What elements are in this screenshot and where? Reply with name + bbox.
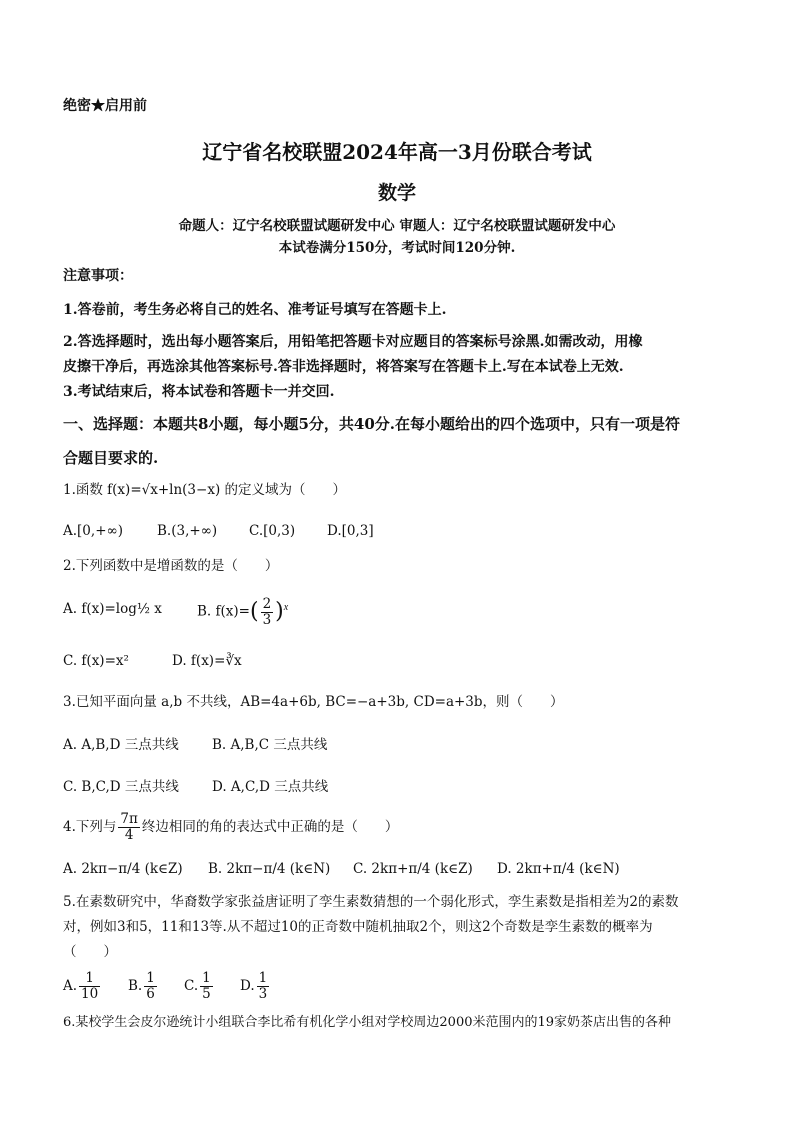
q2-b-denominator: 3 (262, 611, 272, 628)
q5-line2: 对，例如3和5，11和13等.从不超过10的正奇数中随机抽取2个，则这2个奇数是孪生素数的概率为 (63, 919, 653, 935)
q5-option-a (63, 966, 102, 1006)
q5-c-numerator: 1 (202, 970, 211, 987)
q5-c-label: C. (184, 978, 199, 994)
q2-option-a: A. f(x)=log½ x (63, 601, 162, 617)
q1-option-a: A.[0,+∞) (63, 523, 124, 539)
section1-line1: 一、选择题：本题共8小题，每小题5分，共40分.在每小题给出的四个选项中，只有一项是符 (63, 415, 680, 433)
q5-a-denominator: 10 (81, 986, 99, 1002)
q5-d-denominator: 3 (258, 986, 268, 1002)
q5-line3: （ ） (63, 944, 117, 960)
q5-b-denominator: 6 (146, 986, 155, 1002)
q2-b-exponent: x (283, 602, 289, 613)
q2-stem: 2.下列函数中是增函数的是（ ） (63, 558, 279, 574)
q3-option-c: C. B,C,D 三点共线 (63, 779, 179, 795)
q3-stem: 3.已知平面向量 a,b 不共线，AB=4a+6b, BC=−a+3b, CD=a+3b，则（ ） (63, 694, 564, 710)
q5-option-c (184, 966, 215, 1006)
exam-title: 辽宁省名校联盟2024年高一3月份联合考试 (202, 140, 592, 164)
exam-info: 本试卷满分150分，考试时间120分钟. (278, 240, 516, 256)
q2-option-c: C. f(x)=x² (63, 653, 129, 669)
q4-option-b: B. 2kπ−π/4 (k∈N) (208, 861, 331, 877)
q2-b-numerator: 2 (262, 595, 272, 612)
q4-frac-numerator: 7π (120, 811, 138, 828)
note-3: 3.考试结束后，将本试卷和答题卡一并交回. (63, 384, 335, 400)
q4-option-d: D. 2kπ+π/4 (k∈N) (497, 861, 620, 877)
q4-stem-suffix: 终边相同的角的表达式中正确的是（ ） (141, 819, 399, 835)
q1-option-d: D.[0,3] (327, 523, 374, 539)
q6-line1: 6.某校学生会皮尔逊统计小组联合李比希有机化学小组对学校周边2000米范围内的19家奶茶店出售的各种 (63, 1015, 672, 1030)
note-2-line2: 皮擦干净后，再选涂其他答案标号.答非选择题时，将答案写在答题卡上.写在本试卷上无效. (63, 359, 624, 375)
q2-option-d: D. f(x)=∛x (172, 653, 242, 669)
note-2-line1: 2.答选择题时，选出每小题答案后，用铅笔把答题卡对应题目的答案标号涂黑.如需改动，用橡 (63, 334, 643, 350)
q2-option-b-prefix: B. f(x)= (197, 603, 250, 620)
q4-frac-denominator: 4 (124, 827, 134, 843)
q5-b-label: B. (128, 978, 143, 994)
q5-option-d (240, 966, 271, 1006)
notes-heading: 注意事项： (63, 268, 133, 284)
q1-option-b: B.(3,+∞) (157, 523, 218, 539)
note-1: 1.答卷前，考生务必将自己的姓名、准考证号填写在答题卡上. (63, 302, 447, 318)
q3-option-d: D. A,C,D 三点共线 (212, 779, 329, 795)
secret-label: 绝密★启用前 (63, 98, 147, 114)
authors-line: 命题人：辽宁名校联盟试题研发中心 审题人：辽宁名校联盟试题研发中心 (178, 218, 616, 234)
q5-c-denominator: 5 (202, 986, 211, 1002)
q5-a-numerator: 1 (79, 971, 100, 987)
q5-line1: 5.在素数研究中，华裔数学家张益唐证明了孪生素数猜想的一个弱化形式，孪生素数是指相差为2的素数 (63, 894, 679, 910)
q1-stem: 1.函数 f(x)=√x+ln(3−x) 的定义域为（ ） (63, 482, 347, 498)
q5-b-numerator: 1 (146, 970, 155, 987)
q5-d-label: D. (240, 978, 255, 994)
q3-option-b: B. A,B,C 三点共线 (212, 737, 328, 753)
subject-title: 数学 (377, 182, 416, 204)
q5-a-label: A. (63, 978, 78, 994)
q3-option-a: A. A,B,D 三点共线 (63, 737, 179, 753)
q4-stem-prefix: 4.下列与 (63, 819, 117, 835)
q1-option-c: C.[0,3) (249, 523, 296, 539)
q4-stem (63, 806, 398, 848)
q5-d-numerator: 1 (258, 970, 268, 987)
q5-option-b (128, 966, 159, 1006)
q4-option-a: A. 2kπ−π/4 (k∈Z) (63, 861, 183, 877)
section1-line2: 合题目要求的. (63, 449, 159, 467)
q4-option-c: C. 2kπ+π/4 (k∈Z) (353, 861, 473, 877)
q2-option-b: B. f(x)=( $\frac{2}{3}$ )$^x$ (197, 595, 289, 628)
